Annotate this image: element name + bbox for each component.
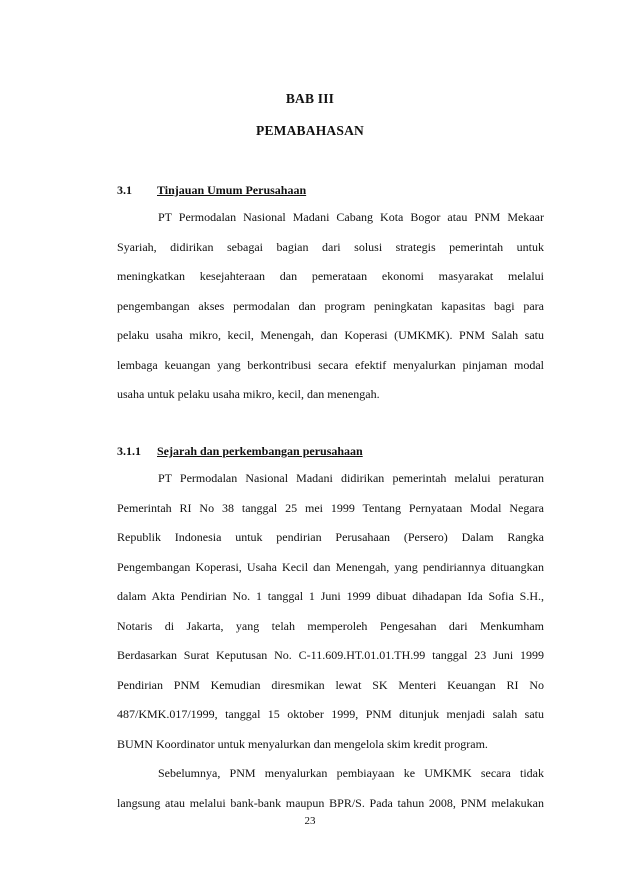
- section-heading-3-1: [117, 183, 306, 198]
- paragraph-line: langsung atau melalui bank-bank maupun BPR/S. Pada tahun 2008, PNM melakukan: [117, 796, 544, 810]
- paragraph-line: Republik Indonesia untuk pendirian Perusahaan (Persero) Dalam Rangka: [117, 530, 544, 544]
- paragraph-line: Syariah, didirikan sebagai bagian dari solusi strategis pemerintah untuk: [117, 240, 544, 254]
- section-title: Sejarah dan perkembangan perusahaan: [157, 444, 363, 458]
- paragraph-line: PT Permodalan Nasional Madani Cabang Kota Bogor atau PNM Mekaar: [158, 210, 544, 224]
- section-title: Tinjauan Umum Perusahaan: [157, 183, 307, 197]
- paragraph-line: Pendirian PNM Kemudian diresmikan lewat SK Menteri Keuangan RI No: [117, 678, 544, 692]
- chapter-label: BAB III: [285, 91, 335, 106]
- section-heading-3-1-1: [117, 444, 363, 459]
- paragraph-line: Notaris di Jakarta, yang telah memperoleh Pengesahan dari Menkumham: [117, 619, 544, 633]
- paragraph-line: pelaku usaha mikro, kecil, Menengah, dan Koperasi (UMKMK). PNM Salah satu: [117, 328, 544, 342]
- paragraph-line: dalam Akta Pendirian No. 1 tanggal 1 Juni 1999 dibuat dihadapan Ida Sofia S.H.,: [117, 589, 544, 603]
- paragraph-line: pengembangan akses permodalan dan program peningkatan kapasitas bagi para: [117, 299, 544, 313]
- paragraph-line: usaha untuk pelaku usaha mikro, kecil, dan menengah.: [117, 387, 380, 401]
- chapter-title: PEMABAHASAN: [256, 123, 364, 138]
- paragraph-line: Berdasarkan Surat Keputusan No. C-11.609.HT.01.01.TH.99 tanggal 23 Juni 1999: [117, 648, 544, 662]
- page-number: 23: [304, 815, 316, 827]
- paragraph-line: meningkatkan kesejahteraan dan pemerataan ekonomi masyarakat melalui: [117, 269, 544, 283]
- paragraph-line: Pengembangan Koperasi, Usaha Kecil dan Menengah, yang pendiriannya dituangkan: [117, 560, 544, 574]
- paragraph-line: 487/KMK.017/1999, tanggal 15 oktober 1999, PNM ditunjuk menjadi salah satu: [117, 707, 544, 721]
- paragraph-line: Pemerintah RI No 38 tanggal 25 mei 1999 Tentang Pernyataan Modal Negara: [117, 501, 544, 515]
- paragraph-line: BUMN Koordinator untuk menyalurkan dan mengelola skim kredit program.: [117, 737, 488, 751]
- section-number: 3.1: [117, 183, 132, 197]
- paragraph-line: lembaga keuangan yang berkontribusi secara efektif menyalurkan pinjaman modal: [117, 358, 544, 372]
- paragraph-line: Sebelumnya, PNM menyalurkan pembiayaan ke UMKMK secara tidak: [158, 766, 544, 780]
- section-number: 3.1.1: [117, 444, 141, 458]
- paragraph-line: PT Permodalan Nasional Madani didirikan pemerintah melalui peraturan: [158, 471, 544, 485]
